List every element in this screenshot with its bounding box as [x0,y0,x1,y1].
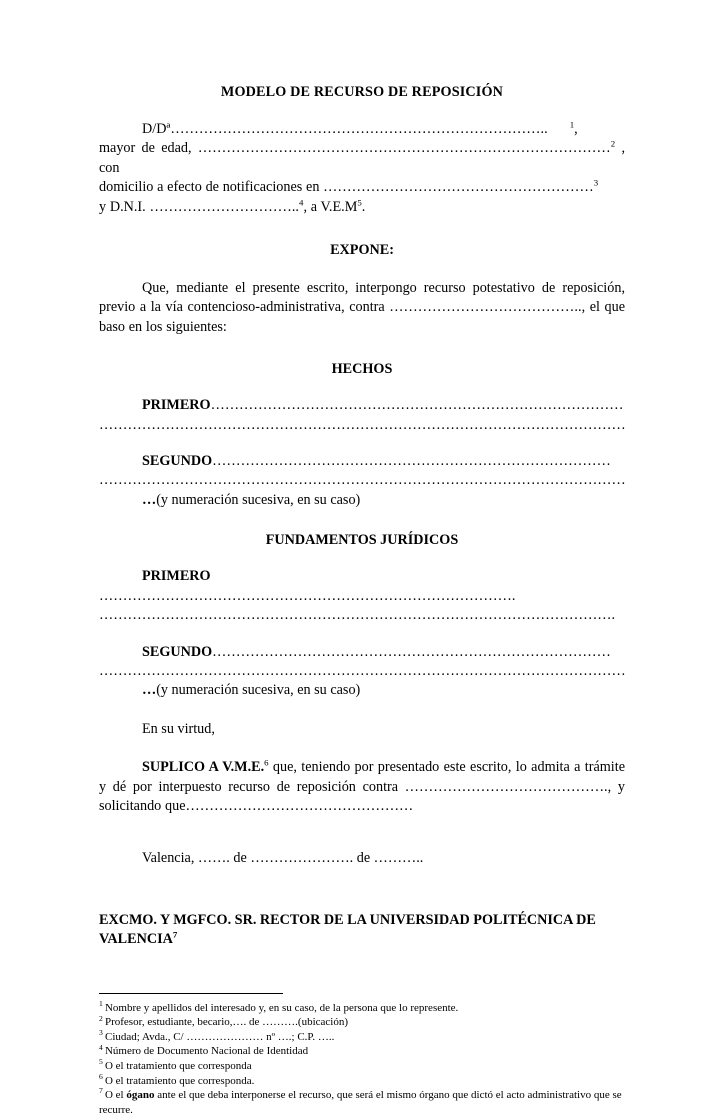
identification-tail-1: , [574,121,578,137]
identification-label-4: y D.N.I. [99,198,150,215]
page-title: MODELO DE RECURSO DE REPOSICIÓN [220,84,504,100]
footnote-text: O el tratamiento que corresponda. [104,1074,255,1087]
identification-dots-1: …………………………………………………………………….. [170,121,548,137]
fundamentos-dots-primero-2: ………………………………………………………………………………………………. [99,607,616,624]
suplico-text-2: , y solicitando que [99,778,625,814]
identification-dots-3: ………………………………………………… [323,179,594,196]
identification-label-3: domicilio a efecto de notificaciones en [99,179,324,196]
hechos-continuation-lead: … [142,491,157,508]
recipient-heading [99,869,625,950]
suplico-paragraph [99,758,625,816]
footnote-ref-6: 6 [264,757,269,768]
identification-end-4: . [361,198,366,215]
expone-dots: ………………………………….. [389,299,582,316]
document-content [99,0,625,1117]
hechos-item-primero [99,396,625,435]
suplico-dots-2: ………………………………………… [185,797,414,814]
hechos-continuation-text: (y numeración sucesiva, en su caso) [156,491,361,508]
section-title-fundamentos: FUNDAMENTOS JURÍDICOS [265,532,459,549]
footnote-text: O el [104,1089,127,1102]
footnote-number: 4 [99,1042,103,1052]
footnote-item [99,1015,625,1030]
footnote-ref-3: 3 [593,177,599,188]
fundamentos-continuation-text: (y numeración sucesiva, en su caso) [156,682,361,699]
fundamentos-label-primero: PRIMERO [142,568,211,585]
expone-text-1: Que, mediante el presente escrito, interpongo recurso potestativo de reposición, previo a la vía contencioso-administrativa, contra [99,280,625,316]
identification-dots-2: …………………………………………………………………………… [197,140,611,157]
footnote-number: 2 [99,1013,103,1023]
fundamentos-continuation [142,681,625,700]
expone-block [99,259,625,337]
fundamentos-dots-segundo-2: ………………………………………………………………………………………………… [99,662,626,679]
footnote-item [99,1071,625,1089]
fundamentos-item-segundo [99,643,625,682]
footnote-ref-5: 5 [357,196,362,207]
footnote-text-after: ante el que deba interponerse el recurso, que será el mismo órgano que dictó el acto administrativo que se recurre. [99,1089,622,1116]
footnote-item [99,998,625,1016]
footnote-item [99,1030,625,1045]
footnote-text: Nombre y apellidos del interesado y, en su caso, de la persona que lo represente. [104,1001,459,1014]
footnote-number: 5 [99,1057,103,1067]
identification-paragraph [99,120,625,217]
identification-block [99,101,625,217]
hechos-dots-segundo-1: ………………………………………………………………………… [212,453,611,470]
hechos-dots-primero-2: ………………………………………………………………………………………………… [99,416,626,433]
expone-text-2: , el que baso en los siguientes: [99,299,626,335]
footnote-text: Número de Documento Nacional de Identidad [104,1045,309,1058]
footnote-number: 6 [99,1071,103,1081]
footnote-bold-word: ógano [126,1089,155,1102]
place-date-block [99,816,625,868]
expone-paragraph [99,279,625,337]
identification-label-2: mayor de edad, [99,140,198,157]
footnote-ref-2: 2 [610,138,616,149]
suplico-lead: SUPLICO A V.M.E. [142,759,265,776]
fundamentos-continuation-lead: … [142,682,157,699]
fundamentos-dots-primero-1: ……………………………………………………………………………. [99,587,516,604]
footnote-number: 1 [99,998,103,1008]
hechos-item-segundo [99,452,625,491]
clause-spacer [99,435,625,452]
suplico-dots-1: ……………………………………. [404,778,608,795]
footnote-item [99,1059,625,1074]
footnote-item [99,1088,625,1117]
footnote-text: O el tratamiento que corresponda [104,1059,252,1072]
footnote-text: Ciudad; Avda., C/ ………………… nº ….; C.P. ….. [104,1030,335,1043]
hechos-continuation [142,491,625,510]
footnote-ref-1: 1 [569,119,575,130]
recipient-text: EXCMO. Y MGFCO. SR. RECTOR DE LA UNIVERSIDAD POLITÉCNICA DE VALENCIA [99,911,596,948]
footnotes-block [99,994,625,1117]
clause-spacer [99,626,625,643]
identification-label-1: D/Dª [142,121,171,137]
virtud-text: En su virtud, [142,720,215,737]
section-title-expone: EXPONE: [330,242,394,259]
fundamentos-label-segundo: SEGUNDO [142,643,213,660]
fundamentos-item-primero [99,567,625,625]
hechos-dots-segundo-2: ………………………………………………………………………………………………… [99,472,626,489]
identification-tail-4: , a V.E.M [303,198,358,215]
footnote-number: 3 [99,1028,103,1038]
place-date-text: Valencia, ……. de …………………. de ……….. [142,850,424,867]
section-title-hechos: HECHOS [331,361,393,378]
hechos-block [99,378,625,510]
footnote-ref-4: 4 [299,196,304,207]
virtud-block [99,701,625,739]
footnote-text: Profesor, estudiante, becario,…. de ……….(ubicación) [104,1016,348,1029]
footnote-item [99,1044,625,1059]
fundamentos-dots-segundo-1: ………………………………………………………………………… [212,643,611,660]
identification-dots-4: ………………………….. [149,198,300,215]
suplico-text-1: que, teniendo por presentado este escrito, lo admita a trámite y dé por interpuesto recurso de reposición contra [99,759,625,795]
hechos-dots-primero-1: …………………………………………………………………………… [210,397,624,414]
fundamentos-block [99,549,625,700]
footnote-number: 7 [99,1086,103,1096]
suplico-block [99,739,625,816]
hechos-label-primero: PRIMERO [142,397,211,414]
identification-tail-2: , con [99,140,625,176]
hechos-label-segundo: SEGUNDO [142,453,213,470]
footnote-ref-7: 7 [172,929,178,940]
